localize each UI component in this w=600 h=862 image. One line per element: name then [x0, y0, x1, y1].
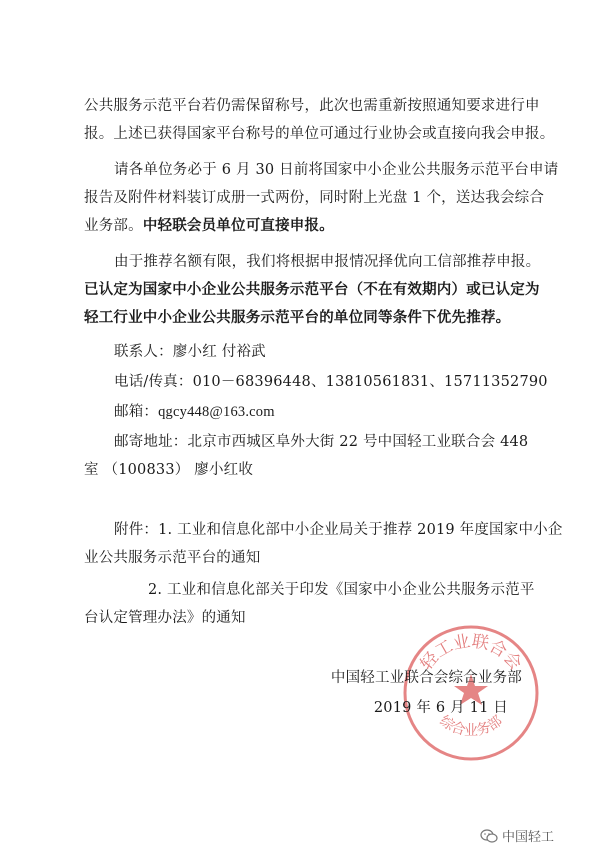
bold-priority-line: 轻工行业中小企业公共服务示范平台的单位同等条件下优先推荐。	[84, 309, 511, 326]
paragraph-line: 公共服务示范平台若仍需保留称号，此次也需重新按照通知要求进行申	[84, 98, 540, 114]
paragraph-line: 由于推荐名额有限，我们将根据申报情况择优向工信部推荐申报。	[114, 254, 541, 270]
official-seal	[400, 622, 542, 764]
signature-org: 中国轻工业联合会综合业务部	[330, 670, 522, 686]
seal-bottom-text: 综合业务部	[436, 712, 506, 740]
wechat-icon	[480, 829, 498, 843]
attachment-2: 2. 工业和信息化部关于印发《国家中小企业公共服务示范平	[148, 582, 535, 598]
paragraph-line: 报告及附件材料装订成册一式两份，同时附上光盘 1 个，送达我会综合	[84, 190, 545, 206]
attachment-1: 业公共服务示范平台的通知	[84, 550, 261, 566]
contact-email-row	[114, 402, 574, 422]
attachment-2: 台认定管理办法》的通知	[84, 610, 246, 626]
bold-priority-line: 已认定为国家中小企业公共服务示范平台（不在有效期内）或已认定为	[84, 281, 540, 298]
mailing-address: 室 （100833） 廖小红收	[84, 462, 254, 478]
paragraph-text: 业务部。	[84, 218, 143, 234]
watermark	[480, 826, 554, 845]
email-label: 邮箱：	[114, 404, 159, 420]
paragraph-line	[84, 216, 544, 236]
mailing-address: 邮寄地址：北京市西城区阜外大街 22 号中国轻工业联合会 448	[114, 434, 529, 450]
contact-phone: 电话/传真：010－68396448、13810561831、15711352790	[114, 374, 548, 390]
paragraph-line: 报。上述已获得国家平台称号的单位可通过行业协会或直接向我会申报。	[84, 126, 555, 142]
contact-person: 联系人：廖小红 付裕武	[114, 344, 266, 360]
attachment-1: 附件：1. 工业和信息化部中小企业局关于推荐 2019 年度国家中小企	[114, 522, 563, 538]
signature-date: 2019 年 6 月 11 日	[373, 700, 508, 716]
watermark-text: 中国轻工	[502, 830, 555, 845]
seal-top-text: 轻工业联合会	[416, 631, 526, 675]
bold-notice: 中轻联会员单位可直接申报。	[142, 217, 334, 234]
paragraph-line: 请各单位务必于 6 月 30 日前将国家中小企业公共服务示范平台申请	[114, 162, 559, 178]
email-address[interactable]: qgcy448@163.com	[158, 404, 275, 420]
